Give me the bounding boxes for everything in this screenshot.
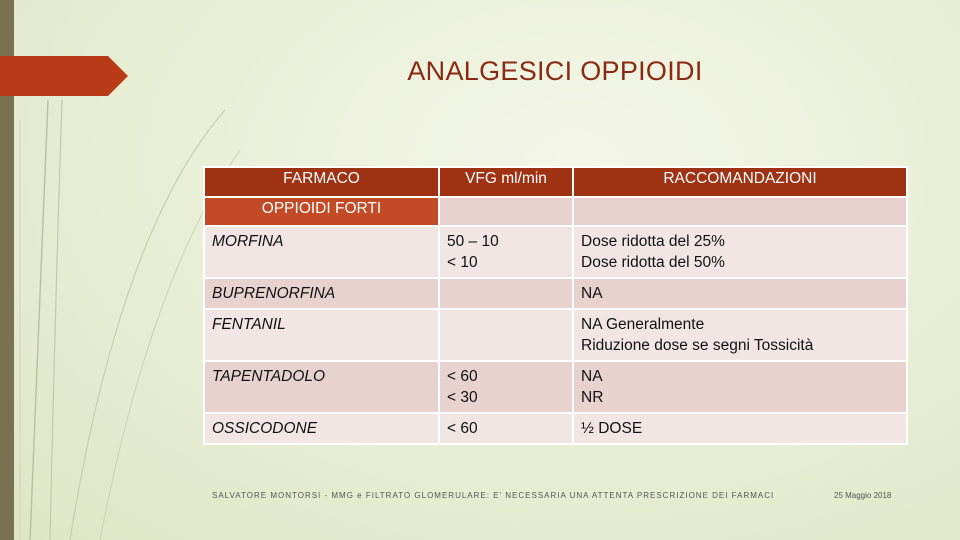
vfg-value: < 60	[439, 413, 573, 444]
header-farmaco: FARMACO	[204, 167, 439, 197]
opioid-table	[203, 166, 908, 445]
table-section-row	[204, 197, 907, 226]
drug-name: TAPENTADOLO	[204, 361, 439, 413]
recommendation: ½ DOSE	[573, 413, 907, 444]
vfg-value: 50 – 10 < 10	[439, 226, 573, 278]
vfg-value	[439, 309, 573, 361]
header-vfg: VFG ml/min	[439, 167, 573, 197]
title-accent-arrow	[0, 56, 128, 96]
table-row	[204, 413, 907, 444]
table-cell	[573, 197, 907, 226]
recommendation: NA	[573, 278, 907, 309]
footer-text: SALVATORE MONTORSI - MMG e FILTRATO GLOMERULARE: E' NECESSARIA UNA ATTENTA PRESCRIZIONE DEI FARMACI	[212, 491, 775, 500]
drug-name: BUPRENORFINA	[204, 278, 439, 309]
table-cell	[439, 197, 573, 226]
table-row	[204, 226, 907, 278]
footer-date: 25 Maggio 2018	[834, 491, 892, 500]
recommendation: Dose ridotta del 25% Dose ridotta del 50%	[573, 226, 907, 278]
header-raccomandazioni: RACCOMANDAZIONI	[573, 167, 907, 197]
recommendation: NA NR	[573, 361, 907, 413]
recommendation: NA Generalmente Riduzione dose se segni Tossicità	[573, 309, 907, 361]
drug-name: FENTANIL	[204, 309, 439, 361]
table-row	[204, 361, 907, 413]
vfg-value	[439, 278, 573, 309]
drug-name: MORFINA	[204, 226, 439, 278]
slide-title: ANALGESICI OPPIOIDI	[407, 56, 703, 86]
vfg-value: < 60 < 30	[439, 361, 573, 413]
table-header-row	[204, 167, 907, 197]
section-label: OPPIOIDI FORTI	[204, 197, 439, 226]
drug-name: OSSICODONE	[204, 413, 439, 444]
table-row	[204, 309, 907, 361]
table-row	[204, 278, 907, 309]
